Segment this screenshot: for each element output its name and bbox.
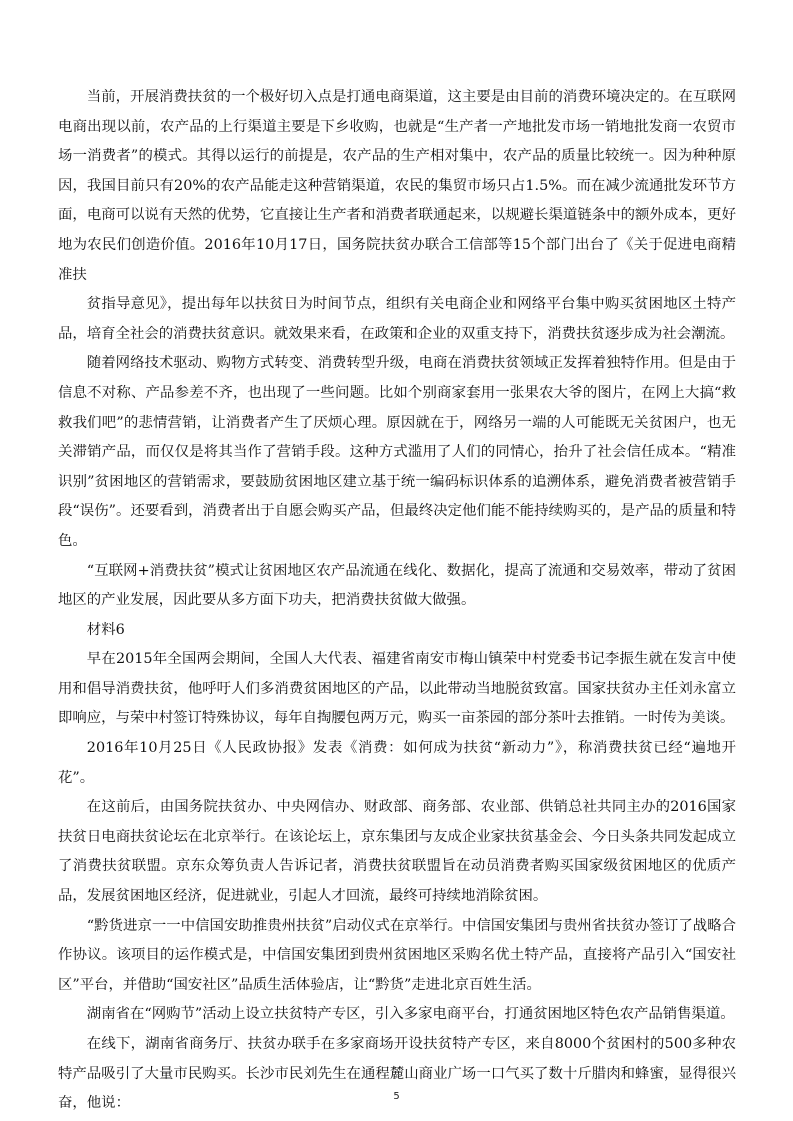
paragraph-3: 随着网络技术驱动、购物方式转变、消费转型升级，电商在消费扶贫领域正发挥着独特作用。但是由于信息不对称、产品参差不齐，也出现了一些问题。比如个别商家套用一张果农大爷的图片，在网上大搞“救救我们吧”的悲情营销，让消费者产生了厌烦心理。原因就在于，网络另一端的人可能既无关贫困户，也无关滞销产品，而仅仅是将其当作了营销手段。这种方式滥用了人们的同情心，抬升了社会信任成本。“精准识别”贫困地区的营销需求，要鼓励贫困地区建立基于统一编码标识体系的追溯体系，避免消费者被营销手段“误伤”。还要看到，消费者出于自愿会购买产品，但最终决定他们能不能持续购买的，是产品的质量和特色。 <box>58 355 736 549</box>
paragraph-8: “黔货进京一一中信国安助推贵州扶贫”启动仪式在京举行。中信国安集团与贵州省扶贫办签订了战略合作协议。该项目的运作模式是，中信国安集团到贵州贫困地区采购名优土特产品，直接将产品引入“国安社区”平台，并借助“国安社区”品质生活体验店，让“黔货”走进北京百姓生活。 <box>58 917 736 993</box>
page-number: 5 <box>393 1091 400 1102</box>
paragraph-4: “互联网+消费扶贫”模式让贫困地区农产品流通在线化、数据化，提高了流通和交易效率，带动了贫困地区的产业发展，因此要从多方面下功夫，把消费扶贫做大做强。 <box>58 562 736 609</box>
paragraph-10: 在线下，湖南省商务厅、扶贫办联手在多家商场开设扶贫特产专区，来自8000个贫困村的500多种农特产品吸引了大量市民购买。长沙市民刘先生在通程麓山商业广场一口气买了数十斤腊肉和蜂蜜，显得很兴奋，他说： <box>58 1036 736 1112</box>
paragraph-1: 当前，开展消费扶贫的一个极好切入点是打通电商渠道，这主要是由目前的消费环境决定的。在互联网电商出现以前，农产品的上行渠道主要是下乡收购，也就是“生产者一产地批发市场一销地批发商一农贸市场一消费者”的模式。其得以运行的前提是，农产品的生产相对集中，农产品的质量比较统一。因为种种原因，我国目前只有20%的农产品能走这种营销渠道，农民的集贸市场只占1.5%。而在减少流通批发环节方面，电商可以说有天然的优势，它直接让生产者和消费者联通起来，以规避长渠道链条中的额外成本，更好地为农民们创造价值。2016年10月17日，国务院扶贫办联合工信部等15个部门出台了《关于促进电商精准扶 <box>58 89 736 283</box>
paragraph-7: 在这前后，由国务院扶贫办、中央网信办、财政部、商务部、农业部、供销总社共同主办的2016国家扶贫日电商扶贫论坛在北京举行。在该论坛上，京东集团与友成企业家扶贫基金会、今日头条共同发起成立了消费扶贫联盟。京东众筹负责人告诉记者，消费扶贫联盟旨在动员消费者购买国家级贫困地区的优质产品，发展贫困地区经济，促进就业，引起人才回流，最终可持续地消除贫困。 <box>58 799 736 905</box>
paragraph-6: 2016年10月25日《人民政协报》发表《消费：如何成为扶贫“新动力”》，称消费扶贫已经“遍地开花”。 <box>58 740 736 786</box>
body-text <box>58 83 736 1119</box>
paragraph-2: 贫指导意见》，提出每年以扶贫日为时间节点，组织有关电商企业和网络平台集中购买贫困地区土特产品，培育全社会的消费扶贫意识。就效果来看，在政策和企业的双重支持下，消费扶贫逐步成为社会潮流。 <box>58 296 736 342</box>
paragraph-5: 早在2015年全国两会期间，全国人大代表、福建省南安市梅山镇荣中村党委书记李振生就在发言中使用和倡导消费扶贫，他呼吁人们多消费贫困地区的产品，以此带动当地脱贫致富。国家扶贫办主任刘永富立即响应，与荣中村签订特殊协议，每年自掏腰包两万元，购买一亩茶园的部分茶叶去推销。一时传为美谈。 <box>58 651 736 727</box>
section-heading-material-6: 材料6 <box>86 621 125 638</box>
paragraph-9: 湖南省在“网购节”活动上设立扶贫特产专区，引入多家电商平台，打通贫困地区特色农产品销售渠道。 <box>86 1006 735 1023</box>
